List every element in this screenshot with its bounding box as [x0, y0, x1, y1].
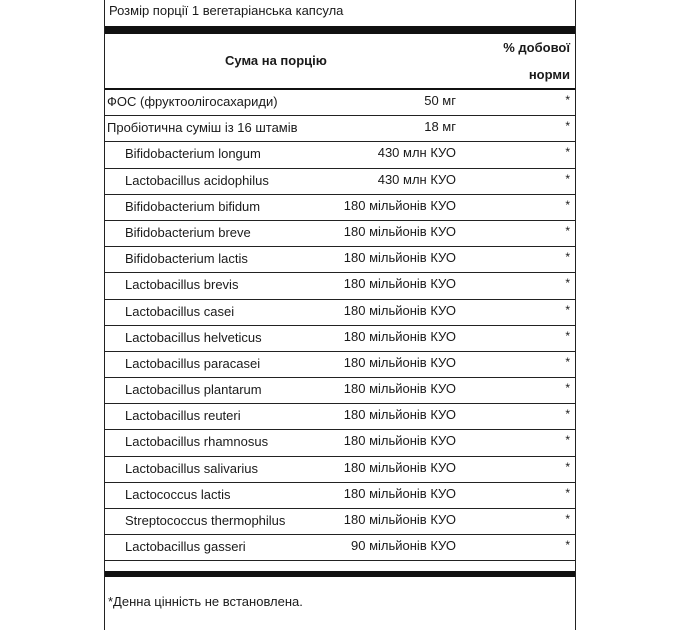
serving-size: Розмір порції 1 вегетаріанська капсула — [109, 3, 344, 18]
daily-value: * — [565, 145, 570, 160]
table-row — [105, 457, 575, 483]
table-row — [105, 430, 575, 456]
daily-value: * — [565, 354, 570, 369]
ingredient-name: Lactobacillus salivarius — [125, 460, 258, 476]
ingredient-amount: 180 мільйонів КУО — [343, 459, 456, 475]
daily-value: * — [565, 433, 570, 448]
ingredient-name: Пробіотична суміш із 16 штамів — [107, 120, 298, 136]
ingredient-amount: 180 мільйонів КУО — [343, 328, 456, 344]
ingredient-amount: 180 мільйонів КУО — [343, 433, 456, 449]
table-row — [105, 535, 575, 561]
table-row — [105, 352, 575, 378]
ingredient-name: Lactobacillus reuteri — [125, 408, 241, 424]
daily-value: * — [565, 171, 570, 186]
table-row — [105, 509, 575, 535]
amount-per-serving-header: Сума на порцію — [225, 53, 327, 68]
supplement-facts-panel — [104, 0, 576, 630]
ingredient-amount: 180 мільйонів КУО — [343, 276, 456, 292]
ingredient-amount: 430 млн КУО — [377, 171, 456, 187]
bottom-divider — [105, 571, 575, 577]
ingredient-name: Lactobacillus casei — [125, 303, 235, 319]
ingredient-amount: 180 мільйонів КУО — [343, 250, 456, 266]
daily-value: * — [565, 276, 570, 291]
ingredient-name: Lactobacillus rhamnosus — [125, 434, 269, 450]
ingredient-name: ФОС (фруктоолігосахариди) — [107, 94, 278, 109]
ingredient-name: Lactococcus lactis — [125, 486, 231, 502]
ingredient-amount: 180 мільйонів КУО — [343, 223, 456, 239]
daily-value: * — [565, 512, 570, 526]
daily-value-header-line1: % добової — [503, 40, 570, 55]
ingredient-name: Bifidobacterium breve — [125, 224, 251, 240]
table-row — [105, 483, 575, 509]
daily-value-header-line2: норми — [528, 67, 570, 82]
ingredient-name: Bifidobacterium longum — [125, 146, 261, 162]
table-row — [105, 221, 575, 247]
table-row — [105, 300, 575, 326]
ingredient-amount: 90 мільйонів КУО — [351, 538, 456, 554]
table-row — [105, 326, 575, 352]
daily-value: * — [565, 538, 570, 553]
ingredient-name: Streptococcus thermophilus — [125, 513, 286, 528]
ingredient-amount: 180 мільйонів КУО — [343, 381, 456, 397]
ingredient-name: Lactobacillus paracasei — [125, 355, 261, 371]
ingredient-name: Bifidobacterium bifidum — [125, 198, 261, 214]
nutrient-table — [105, 90, 575, 561]
ingredient-amount: 180 мільйонів КУО — [343, 197, 456, 213]
table-row — [105, 142, 575, 168]
table-row — [105, 378, 575, 404]
table-row — [105, 247, 575, 273]
table-row — [105, 116, 575, 142]
ingredient-amount: 180 мільйонів КУО — [343, 354, 456, 370]
ingredient-amount: 180 мільйонів КУО — [343, 512, 456, 527]
ingredient-name: Lactobacillus acidophilus — [125, 172, 269, 188]
ingredient-amount: 180 мільйонів КУО — [343, 302, 456, 318]
ingredient-name: Lactobacillus helveticus — [125, 329, 262, 345]
top-divider — [105, 26, 575, 34]
daily-value: * — [565, 407, 570, 422]
daily-value: * — [565, 459, 570, 474]
ingredient-name: Lactobacillus brevis — [125, 277, 239, 293]
daily-value: * — [565, 485, 570, 500]
ingredient-amount: 18 мг — [424, 119, 456, 135]
daily-value: * — [565, 328, 570, 343]
daily-value: * — [565, 302, 570, 317]
ingredient-amount: 430 млн КУО — [377, 145, 456, 161]
daily-value: * — [565, 93, 570, 107]
ingredient-amount: 180 мільйонів КУО — [343, 485, 456, 501]
daily-value: * — [565, 197, 570, 212]
daily-value: * — [565, 119, 570, 134]
footnote: *Денна цінність не встановлена. — [108, 594, 303, 609]
ingredient-amount: 50 мг — [424, 93, 456, 108]
ingredient-name: Bifidobacterium lactis — [125, 251, 248, 267]
daily-value: * — [565, 223, 570, 238]
table-row — [105, 195, 575, 221]
daily-value: * — [565, 250, 570, 265]
table-row — [105, 404, 575, 430]
daily-value: * — [565, 381, 570, 396]
table-row — [105, 90, 575, 116]
table-row — [105, 169, 575, 195]
ingredient-name: Lactobacillus plantarum — [125, 382, 262, 398]
table-row — [105, 273, 575, 299]
ingredient-name: Lactobacillus gasseri — [125, 539, 246, 555]
ingredient-amount: 180 мільйонів КУО — [343, 407, 456, 423]
